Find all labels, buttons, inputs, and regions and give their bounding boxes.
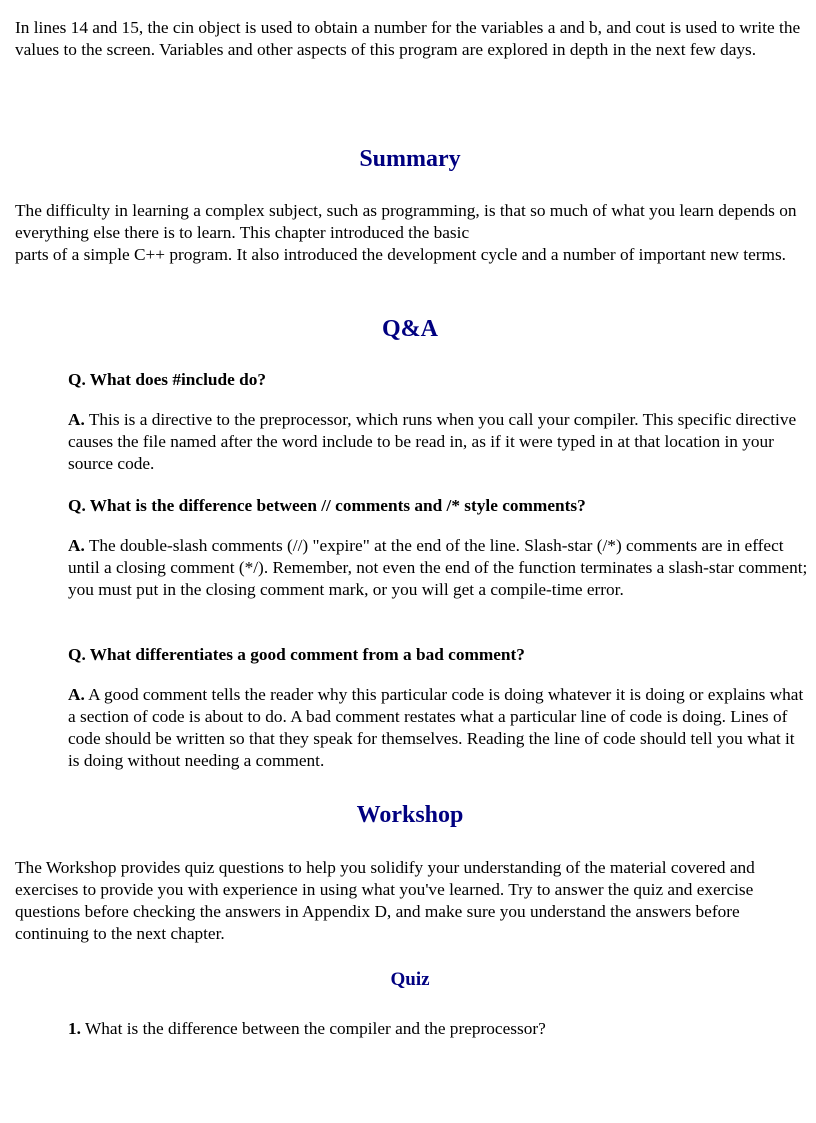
qa-question-2: Q. What is the difference between // comments and /* style comments? <box>68 496 586 515</box>
qa-answer-2-text: The double-slash comments (//) "expire" at the end of the line. Slash-star (/*) comments are in effect until a closing comment (*/). Remember, not even the end of the function terminates a slash-star comment; you must put in the closing comment mark, or you will get a compile-time error. <box>68 536 808 599</box>
summary-heading: Summary <box>359 146 461 172</box>
summary-line-2: parts of a simple C++ program. It also introduced the development cycle and a number of important new terms. <box>15 245 787 264</box>
qa-answer-1 <box>68 409 808 475</box>
qa-answer-1-label: A. <box>68 410 85 429</box>
qa-answer-3 <box>68 684 808 772</box>
workshop-paragraph: The Workshop provides quiz questions to help you solidify your understanding of the material covered and exercises to provide you with experience in using what you've learned. Try to answer the quiz and exercise questions before checking the answers in Appendix D, and make sure you understand the answers before continuing to the next chapter. <box>15 858 755 943</box>
intro-paragraph: In lines 14 and 15, the cin object is used to obtain a number for the variables a and b, and cout is used to write the values to the screen. Variables and other aspects of this program are explored in depth in the next few days. <box>15 18 801 59</box>
summary-paragraph <box>15 200 805 266</box>
quiz-heading: Quiz <box>390 969 430 990</box>
quiz-item-1 <box>68 1018 808 1040</box>
qa-answer-2-label: A. <box>68 536 85 555</box>
summary-line-1: The difficulty in learning a complex subject, such as programming, is that so much of what you learn depends on everything else there is to learn. This chapter introduced the basic <box>15 201 797 242</box>
qa-answer-3-label: A. <box>68 685 85 704</box>
quiz-item-1-number: 1. <box>68 1019 81 1038</box>
qa-answer-1-text: This is a directive to the preprocessor, which runs when you call your compiler. This specific directive causes the file named after the word include to be read in, as if it were typed in at that location in your source code. <box>68 410 797 473</box>
qa-question-1: Q. What does #include do? <box>68 370 266 389</box>
qa-heading: Q&A <box>382 316 438 342</box>
workshop-heading: Workshop <box>356 802 464 828</box>
qa-question-3: Q. What differentiates a good comment from a bad comment? <box>68 645 525 664</box>
quiz-item-1-text: What is the difference between the compiler and the preprocessor? <box>80 1019 546 1038</box>
qa-answer-3-text: A good comment tells the reader why this particular code is doing whatever it is doing or explains what a section of code is about to do. A bad comment restates what a particular line of code is doing. Lines of code should be written so that they speak for themselves. Reading the line of code should tell you what it is doing without needing a comment. <box>68 685 804 770</box>
qa-answer-2 <box>68 535 808 601</box>
